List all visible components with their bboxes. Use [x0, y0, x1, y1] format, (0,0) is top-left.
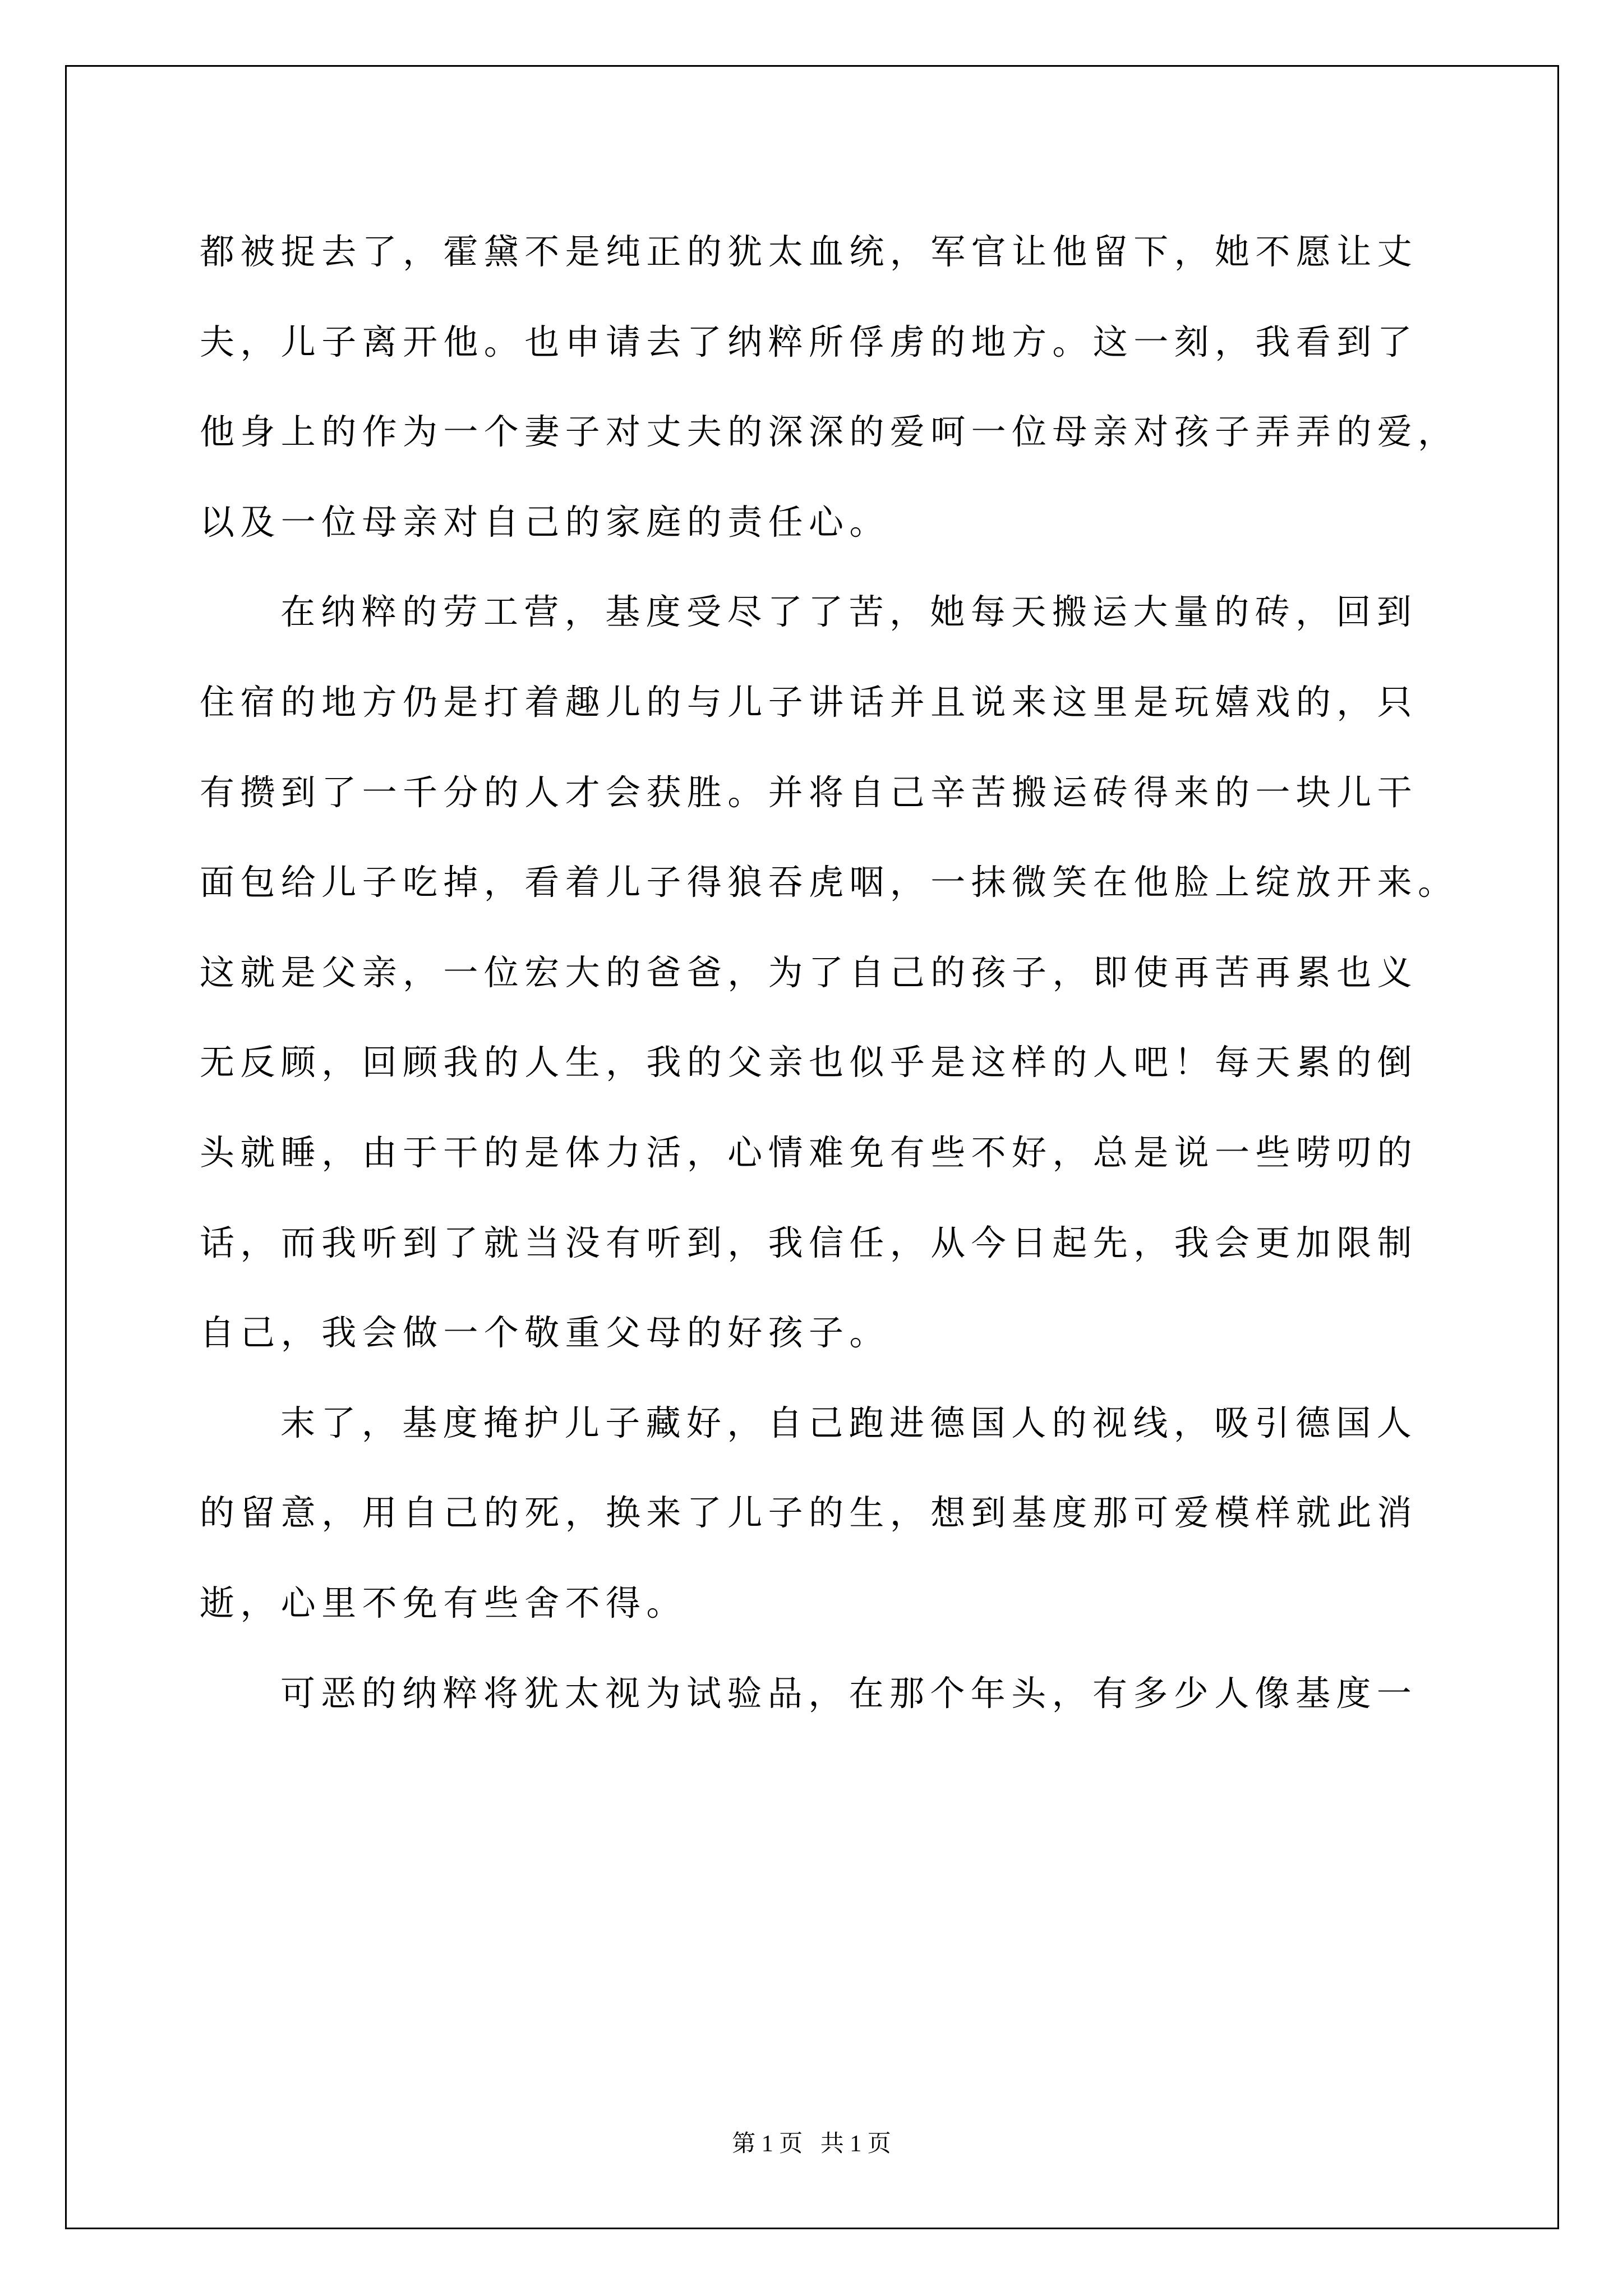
- text-line: 都被捉去了，霍黛不是纯正的犹太血统，军官让他留下，她不愿让丈: [200, 231, 1418, 272]
- text-line: 的留意，用自己的死，换来了儿子的生，想到基度那可爱模样就此消: [200, 1492, 1418, 1534]
- text-line: 他身上的作为一个妻子对丈夫的深深的爱呵一位母亲对孩子弄弄的爱，: [200, 411, 1459, 453]
- text-line: 面包给儿子吃掉，看着儿子得狼吞虎咽，一抹微笑在他脸上绽放开来。: [200, 862, 1459, 903]
- text-line: 无反顾，回顾我的人生，我的父亲也似乎是这样的人吧！每天累的倒: [200, 1042, 1418, 1083]
- text-line: 以及一位母亲对自己的家庭的责任心。: [200, 501, 890, 542]
- document-body: [200, 207, 1459, 1738]
- text-line: 有攒到了一千分的人才会获胜。并将自己辛苦搬运砖得来的一块儿干: [200, 771, 1418, 813]
- page-footer: 第 1 页 共 1 页: [732, 2131, 891, 2157]
- text-line: 话，而我听到了就当没有听到，我信任，从今日起先，我会更加限制: [200, 1222, 1418, 1263]
- text-line: 住宿的地方仍是打着趣儿的与儿子讲话并且说来这里是玩嬉戏的，只: [200, 681, 1418, 723]
- text-line: 夫，儿子离开他。也申请去了纳粹所俘虏的地方。这一刻，我看到了: [200, 321, 1418, 362]
- text-line: 这就是父亲，一位宏大的爸爸，为了自己的孩子，即使再苦再累也义: [200, 951, 1418, 993]
- text-line: 自己，我会做一个敬重父母的好孩子。: [200, 1312, 890, 1354]
- text-line: 末了，基度掩护儿子藏好，自己跑进德国人的视线，吸引德国人: [280, 1402, 1418, 1443]
- text-line: 可恶的纳粹将犹太视为试验品，在那个年头，有多少人像基度一: [280, 1672, 1418, 1714]
- text-line: 逝，心里不免有些舍不得。: [200, 1582, 687, 1623]
- text-line: 头就睡，由于干的是体力活，心情难免有些不好，总是说一些唠叨的: [200, 1131, 1418, 1173]
- text-line: 在纳粹的劳工营，基度受尽了了苦，她每天搬运大量的砖，回到: [280, 591, 1418, 633]
